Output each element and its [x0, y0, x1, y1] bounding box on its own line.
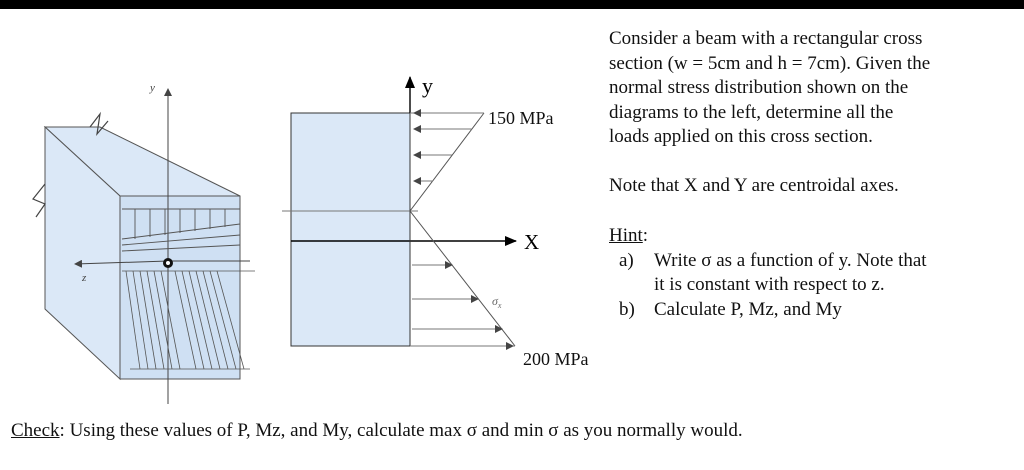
problem-line-2: section (w = 5cm and h = 7cm). Given the	[609, 52, 931, 74]
problem-text	[609, 27, 1009, 322]
hint-marker: b)	[619, 298, 635, 320]
hint-item-b	[609, 298, 1009, 323]
beam-stress-diagram	[0, 9, 600, 409]
hint-text: it is constant with respect to z.	[654, 274, 885, 295]
left-z-label: z	[82, 272, 87, 284]
right-x-label: X	[524, 230, 540, 254]
hint-marker: a)	[619, 249, 634, 271]
break-line-side	[33, 184, 45, 217]
left-y-label: y	[150, 82, 155, 94]
bottom-stress-arrows	[412, 265, 502, 329]
hint-list	[609, 249, 1009, 323]
top-black-bar	[0, 0, 1024, 9]
problem-line-5: loads applied on this cross section.	[609, 126, 873, 147]
section-rectangle	[291, 113, 410, 346]
right-y-label: y	[422, 73, 433, 98]
hint-text: Calculate P, Mz, and My	[654, 298, 842, 320]
beam-3d-view	[33, 82, 255, 404]
sigma-label: $\sigma_x$	[492, 294, 502, 310]
check-text: : Using these values of P, Mz, and My, calculate max σ and min σ as you normally would.	[59, 420, 743, 441]
stress-2d-view	[282, 73, 589, 369]
problem-line-1: Consider a beam with a rectangular cross	[609, 28, 923, 49]
hint-text: Write σ as a function of y. Note that	[654, 249, 927, 271]
check-label: Check	[11, 420, 60, 441]
top-stress-label: 150 MPa	[488, 108, 554, 128]
top-stress-arrows	[414, 129, 472, 181]
centroid-note: Note that X and Y are centroidal axes.	[609, 174, 899, 196]
bottom-stress-label: 200 MPa	[523, 349, 589, 369]
stress-profile	[410, 113, 515, 346]
hint-item-a	[609, 249, 1009, 298]
check-instruction	[11, 420, 743, 442]
problem-line-3: normal stress distribution shown on the	[609, 77, 909, 98]
hint-heading: Hint:	[609, 225, 649, 246]
problem-line-4: diagrams to the left, determine all the	[609, 101, 894, 123]
